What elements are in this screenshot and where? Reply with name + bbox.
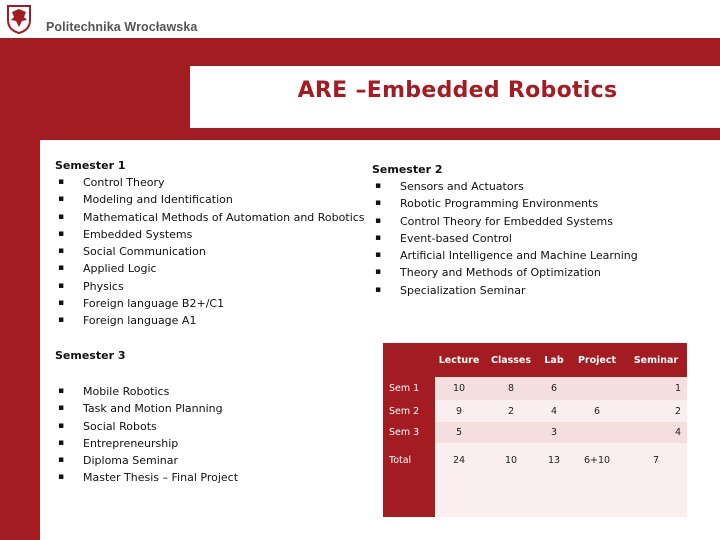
- table-cell: 6: [539, 377, 569, 400]
- page-title: ARE –Embedded Robotics: [297, 78, 618, 103]
- table-cell: 5: [435, 422, 483, 443]
- hours-table: [383, 343, 687, 517]
- table-cell: 6: [569, 400, 625, 422]
- table-cell: 24: [435, 443, 483, 517]
- list-item: ▪ Artificial Intelligence and Machine Learning: [372, 247, 638, 264]
- table-cell: 9: [435, 400, 483, 422]
- table-cell: [569, 422, 625, 443]
- bullet-icon: ▪: [58, 228, 65, 239]
- row-label: Sem 2: [383, 400, 435, 422]
- bullet-icon: ▪: [58, 420, 65, 431]
- list-item: ▪ Social Communication: [55, 243, 365, 260]
- bullet-icon: ▪: [58, 194, 65, 205]
- bullet-icon: ▪: [375, 250, 382, 261]
- list-item: ▪ Task and Motion Planning: [55, 400, 238, 417]
- table-cell: 2: [483, 400, 539, 422]
- table-row: [383, 400, 687, 422]
- table-header-cell: Seminar: [625, 343, 687, 377]
- bullet-icon: ▪: [58, 437, 65, 448]
- list-item: ▪ Master Thesis – Final Project: [55, 469, 238, 486]
- bullet-icon: ▪: [58, 472, 65, 483]
- list-item: ▪ Mathematical Methods of Automation and Robotics: [55, 209, 365, 226]
- list-item: ▪ Modeling and Identification: [55, 191, 365, 208]
- row-label: Sem 1: [383, 377, 435, 400]
- list-item: ▪ Diploma Seminar: [55, 452, 238, 469]
- bullet-icon: ▪: [375, 215, 382, 226]
- bullet-icon: ▪: [58, 211, 65, 222]
- table-cell: [483, 422, 539, 443]
- table-cell: 1: [625, 377, 687, 400]
- header: [0, 0, 720, 38]
- list-item: ▪ Event-based Control: [372, 230, 638, 247]
- table-cell: 6+10: [569, 443, 625, 517]
- list-item: ▪ Embedded Systems: [55, 226, 365, 243]
- table-cell: 10: [483, 443, 539, 517]
- list-item: ▪ Theory and Methods of Optimization: [372, 264, 638, 281]
- table-cell: 8: [483, 377, 539, 400]
- list-item: ▪ Control Theory for Embedded Systems: [372, 213, 638, 230]
- list-item: ▪ Robotic Programming Environments: [372, 195, 638, 212]
- table-header-cell: Lecture: [435, 343, 483, 377]
- table-row: [383, 377, 687, 400]
- table-cell: [569, 377, 625, 400]
- org-name: Politechnika Wrocławska: [46, 20, 198, 34]
- bullet-icon: ▪: [58, 246, 65, 257]
- semester-3-list: [55, 383, 238, 487]
- bullet-icon: ▪: [58, 263, 65, 274]
- bullet-icon: ▪: [375, 267, 382, 278]
- bullet-icon: ▪: [58, 298, 65, 309]
- table-cell: 4: [539, 400, 569, 422]
- table-header-row: [383, 343, 687, 377]
- university-crest-icon: [6, 4, 32, 34]
- table-cell: 13: [539, 443, 569, 517]
- table-row: [383, 422, 687, 443]
- bullet-icon: ▪: [58, 315, 65, 326]
- bullet-icon: ▪: [58, 455, 65, 466]
- table-cell: 10: [435, 377, 483, 400]
- row-label: Sem 3: [383, 422, 435, 443]
- bullet-icon: ▪: [58, 177, 65, 187]
- list-item: ▪ Social Robots: [55, 418, 238, 435]
- table-cell: 7: [625, 443, 687, 517]
- semester-1-heading: Semester 1: [55, 159, 126, 172]
- table-row: [383, 443, 687, 517]
- table-header-cell: Lab: [539, 343, 569, 377]
- list-item: ▪ Applied Logic: [55, 260, 365, 277]
- bullet-icon: ▪: [58, 280, 65, 291]
- table-header-cell: Project: [569, 343, 625, 377]
- semester-3-heading: Semester 3: [55, 349, 126, 362]
- list-item: ▪ Control Theory: [55, 174, 365, 191]
- bullet-icon: ▪: [375, 198, 382, 209]
- semester-1-list: [55, 157, 365, 330]
- bullet-icon: ▪: [375, 284, 382, 295]
- bullet-icon: ▪: [375, 181, 382, 191]
- list-item: ▪ Physics: [55, 278, 365, 295]
- list-item: ▪ Foreign language B2+/C1: [55, 295, 365, 312]
- row-label: Total: [383, 443, 435, 517]
- bullet-icon: ▪: [58, 386, 65, 396]
- list-item: ▪ Foreign language A1: [55, 312, 365, 329]
- bullet-icon: ▪: [375, 232, 382, 243]
- bullet-icon: ▪: [58, 403, 65, 414]
- table-header-cell: [383, 343, 435, 377]
- list-item: ▪ Sensors and Actuators: [372, 178, 638, 195]
- list-item: ▪ Mobile Robotics: [55, 383, 238, 400]
- left-accent-bar: [0, 38, 40, 540]
- list-item: ▪ Entrepreneurship: [55, 435, 238, 452]
- table-header-cell: Classes: [483, 343, 539, 377]
- semester-2-list: [372, 161, 638, 299]
- table-cell: 2: [625, 400, 687, 422]
- title-bar: [40, 38, 720, 140]
- list-item: ▪ Specialization Seminar: [372, 282, 638, 299]
- semester-2-heading: Semester 2: [372, 163, 443, 176]
- title-box: [190, 66, 720, 128]
- table-cell: 3: [539, 422, 569, 443]
- table-cell: 4: [625, 422, 687, 443]
